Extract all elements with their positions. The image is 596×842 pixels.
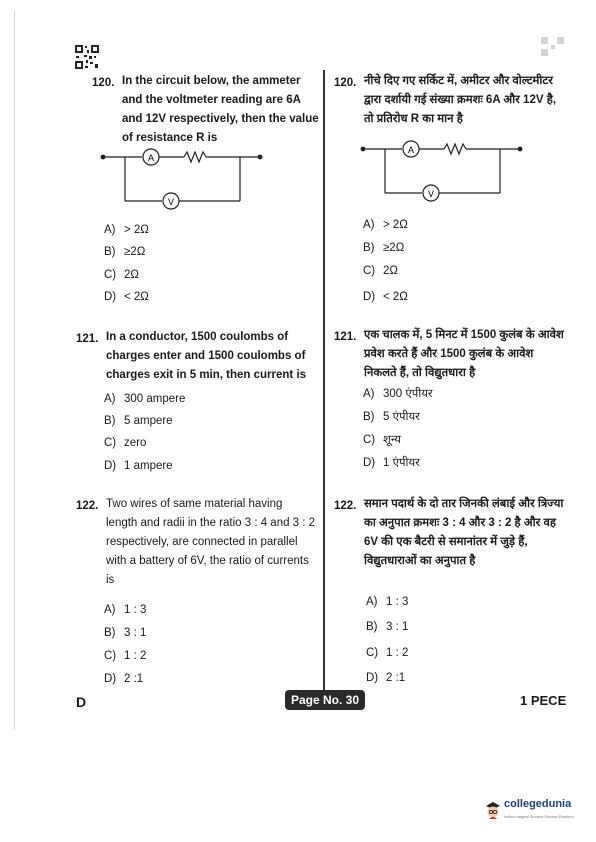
qr-code-icon bbox=[74, 44, 100, 70]
voltmeter-label: V bbox=[427, 189, 435, 199]
question-number: 122. bbox=[76, 500, 99, 512]
option-c: C) zero bbox=[104, 437, 147, 449]
question-number: 121. bbox=[76, 333, 99, 345]
option-d: D) 2 :1 bbox=[104, 673, 144, 685]
option-a: A) 1 : 3 bbox=[104, 604, 147, 616]
set-letter: D bbox=[76, 694, 87, 710]
page-number-badge: Page No. 30 bbox=[285, 690, 365, 710]
circuit-diagram bbox=[100, 146, 265, 212]
option-c: C) शून्य bbox=[363, 434, 401, 446]
option-a: A) > 2Ω bbox=[104, 224, 149, 236]
faded-qr-icon bbox=[540, 36, 566, 58]
question-number: 121. bbox=[334, 331, 357, 343]
paper-code: 1 PECE bbox=[520, 693, 567, 708]
question-number: 122. bbox=[334, 500, 357, 512]
option-d: D) < 2Ω bbox=[363, 291, 408, 303]
option-d: D) 2 :1 bbox=[366, 672, 406, 684]
option-d: D) < 2Ω bbox=[104, 291, 149, 303]
voltmeter-label: V bbox=[167, 197, 175, 207]
option-c: C) 1 : 2 bbox=[104, 650, 147, 662]
question-text: In a conductor, 1500 coulombs of charges enter and 1500 coulombs of charges exit in 5 min, then current is bbox=[106, 331, 307, 381]
option-d: D) 1 ampere bbox=[104, 460, 173, 472]
option-b: B) 5 ampere bbox=[104, 415, 173, 427]
option-c: C) 2Ω bbox=[104, 269, 139, 281]
option-a: A) > 2Ω bbox=[363, 219, 408, 231]
ammeter-label: A bbox=[407, 145, 415, 155]
scan-edge-line bbox=[14, 10, 15, 730]
collegedunia-watermark bbox=[482, 794, 592, 828]
resistor-icon bbox=[444, 144, 466, 154]
question-number: 120. bbox=[334, 77, 357, 89]
ammeter-label: A bbox=[147, 153, 155, 163]
option-b: B) 5 एंपीयर bbox=[363, 411, 420, 423]
question-text: In the circuit below, the ammeter and the voltmeter reading are 6A and 12V respectively, then the value of resistance R is bbox=[122, 75, 319, 144]
option-a: A) 1 : 3 bbox=[366, 596, 409, 608]
question-text: Two wires of same material having length and radii in the ratio 3 : 4 and 3 : 2 respectively, are connected in parallel with a battery of 6V, the ratio of currents is bbox=[106, 498, 316, 586]
option-a: A) 300 ampere bbox=[104, 393, 186, 405]
option-b: B) 3 : 1 bbox=[104, 627, 147, 639]
circuit-diagram bbox=[360, 138, 525, 204]
student-avatar-icon bbox=[484, 800, 502, 820]
option-d: D) 1 एंपीयर bbox=[363, 457, 420, 469]
option-b: B) ≥2Ω bbox=[363, 242, 405, 254]
brand-tagline: India's largest Student Review Platform bbox=[504, 814, 574, 819]
resistor-icon bbox=[184, 152, 206, 162]
option-c: C) 2Ω bbox=[363, 265, 398, 277]
question-number: 120. bbox=[92, 77, 115, 89]
column-divider bbox=[323, 70, 325, 702]
question-text: समान पदार्थ के दो तार जिनकी लंबाई और त्रिज्या का अनुपात क्रमशः 3 : 4 और 3 : 2 है और वह 6V की एक बैटरी से समानांतर में जुड़े हैं, विद्युतधाराओं का अनुपात है bbox=[364, 498, 564, 567]
question-text: एक चालक में, 5 मिनट में 1500 कुलंब के आवेश प्रवेश करते हैं और 1500 कुलंब के आवेश निकलते हैं, तो विद्युतधारा है bbox=[364, 329, 564, 379]
option-c: C) 1 : 2 bbox=[366, 647, 409, 659]
option-b: B) 3 : 1 bbox=[366, 621, 409, 633]
brand-name: collegedunia bbox=[504, 798, 572, 810]
option-b: B) ≥2Ω bbox=[104, 246, 146, 258]
option-a: A) 300 एंपीयर bbox=[363, 388, 433, 400]
question-text: नीचे दिए गए सर्किट में, अमीटर और वोल्टमीटर द्वारा दर्शायी गई संख्या क्रमशः 6A और 12V है, तो प्रतिरोध R का मान है bbox=[364, 75, 557, 125]
